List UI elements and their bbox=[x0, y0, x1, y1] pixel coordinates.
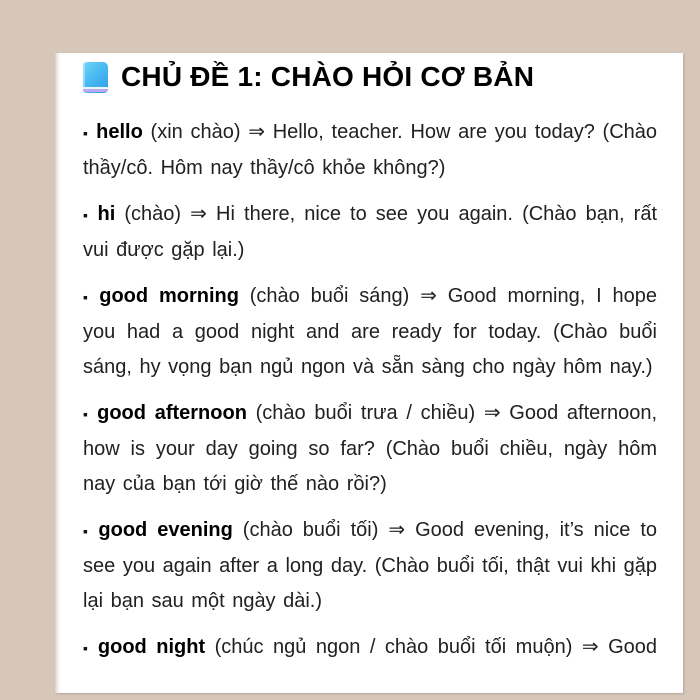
vocab-term: good afternoon bbox=[97, 402, 247, 424]
vocab-text: (xin chào) ⇒ Hello, teacher. How are you today? (Chào thầy/cô. Hôm nay thầy/cô khỏe không?) bbox=[83, 121, 658, 179]
vocab-term: good evening bbox=[98, 519, 233, 541]
vocab-term: hi bbox=[97, 203, 116, 225]
vocab-entry-hello bbox=[83, 115, 657, 186]
section-title: CHỦ ĐỀ 1: CHÀO HỎI CƠ BẢN bbox=[121, 61, 535, 92]
vocab-term: hello bbox=[96, 121, 143, 143]
bullet-icon: ▪ bbox=[83, 640, 90, 656]
vocab-entry-good-morning bbox=[83, 279, 657, 385]
vocab-term: good night bbox=[97, 636, 206, 658]
bullet-icon: ▪ bbox=[83, 523, 91, 539]
vocab-text: (chào buổi tối) ⇒ Good evening, it’s nice to see you again after a long day. (Chào buổi tối, thật vui khi gặp lại bạn sau một ngày dài.) bbox=[83, 519, 657, 612]
vocab-text: (chúc ngủ ngon / chào buổi tối muộn) ⇒ Good bbox=[205, 636, 658, 658]
vocab-text: (chào buổi sáng) ⇒ Good morning, I hope you had a good night and are ready for today. (Chào buổi sáng, hy vọng bạn ngủ ngon và sẵn sàng cho ngày hôm nay.) bbox=[83, 285, 657, 378]
book-band-stripe bbox=[83, 89, 108, 92]
bullet-icon: ▪ bbox=[83, 406, 90, 422]
vocab-entry-good-afternoon bbox=[83, 396, 657, 502]
bullet-icon: ▪ bbox=[83, 289, 92, 305]
vocab-text: (chào buổi trưa / chiều) ⇒ Good afternoon, how is your day going so far? (Chào buổi chiều, ngày hôm nay của bạn tới giờ thế nào rồi?) bbox=[83, 402, 658, 495]
vocab-entry-hi bbox=[83, 197, 657, 268]
vocab-term: good morning bbox=[99, 285, 239, 307]
vocab-text: (chào) ⇒ Hi there, nice to see you again. (Chào bạn, rất vui được gặp lại.) bbox=[83, 203, 658, 261]
vocab-entry-good-night bbox=[83, 630, 657, 666]
blue-book-icon bbox=[83, 62, 108, 93]
bullet-icon: ▪ bbox=[83, 125, 89, 141]
section-heading bbox=[83, 59, 657, 95]
vocab-entry-good-evening bbox=[83, 513, 657, 619]
document-card bbox=[55, 53, 683, 693]
bullet-icon: ▪ bbox=[83, 207, 90, 223]
